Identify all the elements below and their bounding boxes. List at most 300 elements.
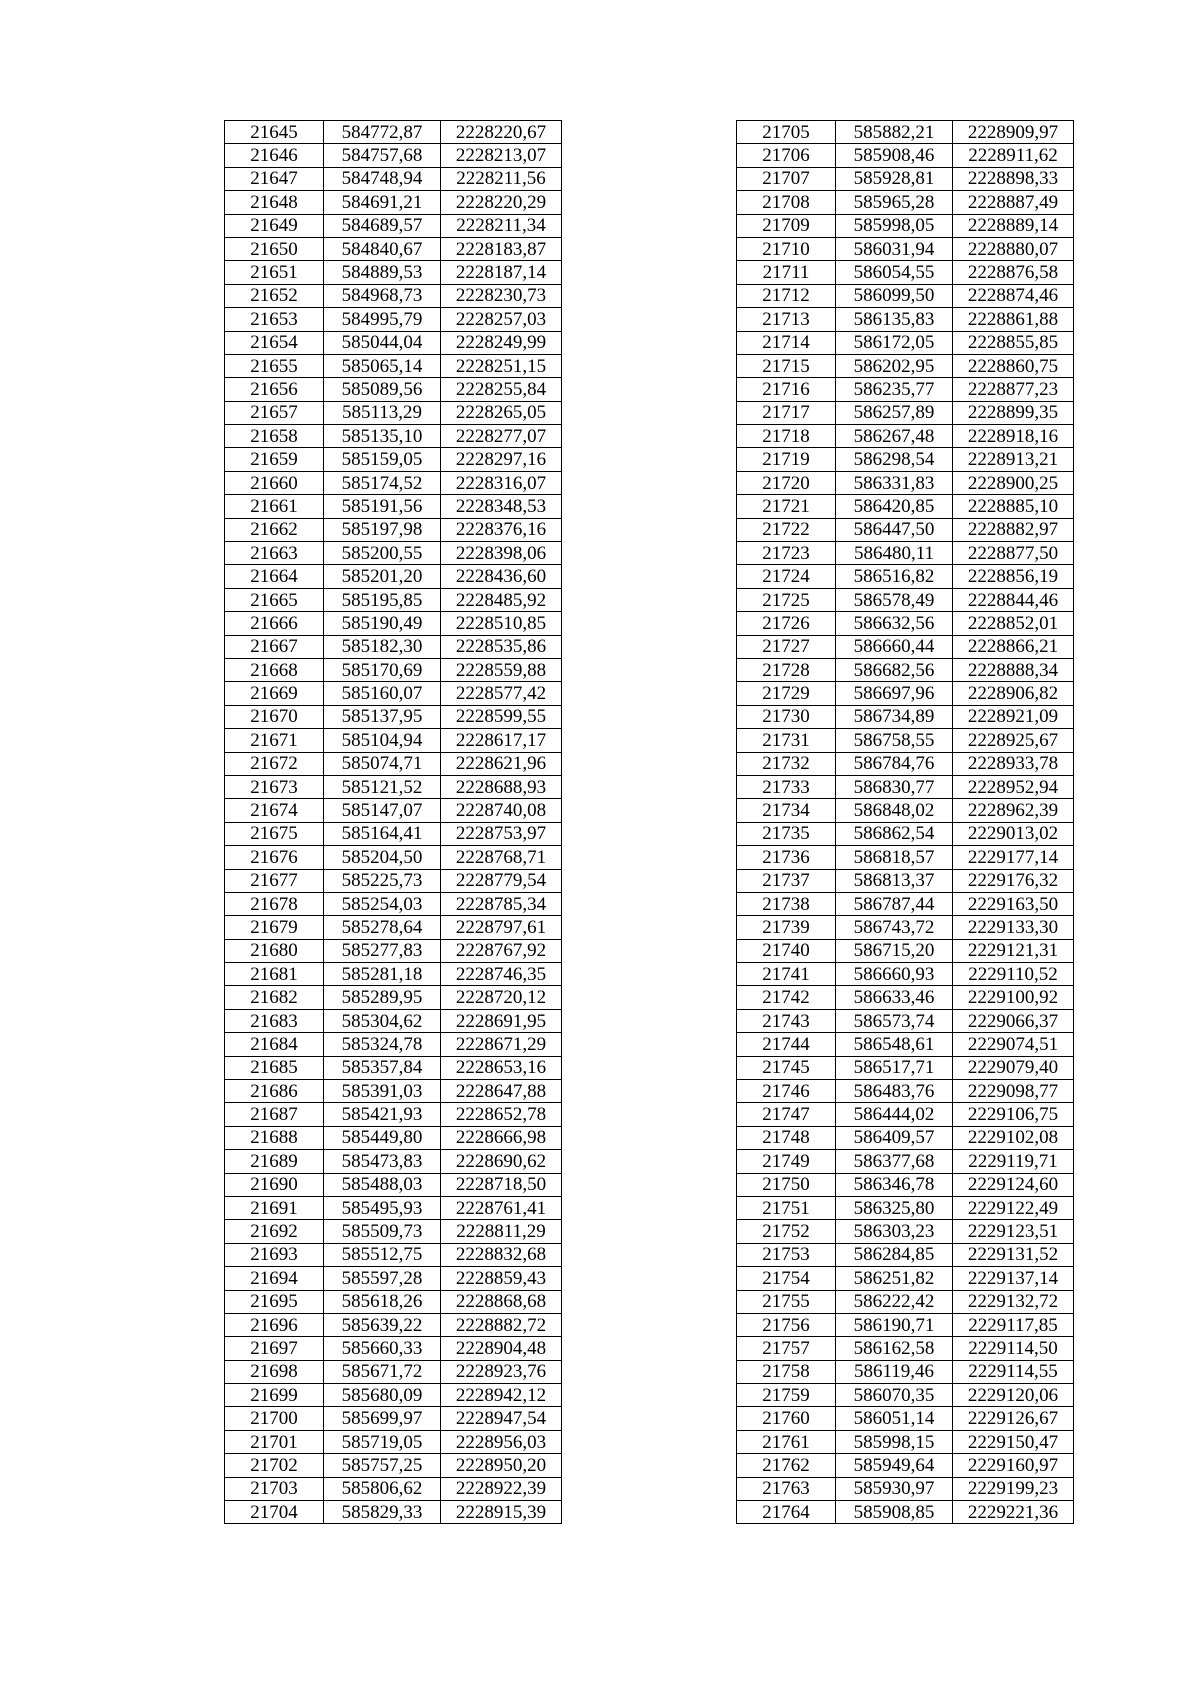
table-row bbox=[737, 799, 1074, 822]
table-row bbox=[737, 1150, 1074, 1173]
y-coordinate-cell: 2228690,62 bbox=[441, 1150, 562, 1173]
y-coordinate-cell: 2228265,05 bbox=[441, 401, 562, 424]
x-coordinate-cell: 585671,72 bbox=[324, 1360, 441, 1383]
y-coordinate-cell: 2229114,50 bbox=[953, 1337, 1074, 1360]
x-coordinate-cell: 585191,56 bbox=[324, 495, 441, 518]
table-row bbox=[225, 1009, 562, 1032]
y-coordinate-cell: 2228852,01 bbox=[953, 612, 1074, 635]
point-number-cell: 21742 bbox=[737, 986, 836, 1009]
y-coordinate-cell: 2228887,49 bbox=[953, 191, 1074, 214]
point-number-cell: 21718 bbox=[737, 425, 836, 448]
point-number-cell: 21707 bbox=[737, 167, 836, 190]
table-row bbox=[737, 963, 1074, 986]
x-coordinate-cell: 584889,53 bbox=[324, 261, 441, 284]
table-row bbox=[737, 237, 1074, 260]
point-number-cell: 21743 bbox=[737, 1009, 836, 1032]
table-row bbox=[737, 471, 1074, 494]
y-coordinate-cell: 2229177,14 bbox=[953, 846, 1074, 869]
table-row bbox=[225, 191, 562, 214]
table-row bbox=[737, 752, 1074, 775]
point-number-cell: 21680 bbox=[225, 939, 324, 962]
x-coordinate-cell: 586697,96 bbox=[836, 682, 953, 705]
point-number-cell: 21658 bbox=[225, 425, 324, 448]
x-coordinate-cell: 585680,09 bbox=[324, 1384, 441, 1407]
y-coordinate-cell: 2228510,85 bbox=[441, 612, 562, 635]
point-number-cell: 21711 bbox=[737, 261, 836, 284]
y-coordinate-cell: 2228559,88 bbox=[441, 658, 562, 681]
point-number-cell: 21657 bbox=[225, 401, 324, 424]
x-coordinate-cell: 585278,64 bbox=[324, 916, 441, 939]
table-row bbox=[737, 612, 1074, 635]
point-number-cell: 21648 bbox=[225, 191, 324, 214]
y-coordinate-cell: 2229013,02 bbox=[953, 822, 1074, 845]
table-row bbox=[737, 425, 1074, 448]
table-row bbox=[737, 542, 1074, 565]
point-number-cell: 21714 bbox=[737, 331, 836, 354]
y-coordinate-cell: 2228779,54 bbox=[441, 869, 562, 892]
y-coordinate-cell: 2228652,78 bbox=[441, 1103, 562, 1126]
x-coordinate-cell: 585164,41 bbox=[324, 822, 441, 845]
point-number-cell: 21690 bbox=[225, 1173, 324, 1196]
x-coordinate-cell: 585512,75 bbox=[324, 1243, 441, 1266]
table-row bbox=[737, 1290, 1074, 1313]
table-row bbox=[225, 1080, 562, 1103]
x-coordinate-cell: 586633,46 bbox=[836, 986, 953, 1009]
table-row bbox=[737, 1196, 1074, 1219]
y-coordinate-cell: 2228899,35 bbox=[953, 401, 1074, 424]
y-coordinate-cell: 2229133,30 bbox=[953, 916, 1074, 939]
x-coordinate-cell: 585201,20 bbox=[324, 565, 441, 588]
x-coordinate-cell: 586222,42 bbox=[836, 1290, 953, 1313]
table-row bbox=[737, 1220, 1074, 1243]
table-row bbox=[737, 846, 1074, 869]
y-coordinate-cell: 2228888,34 bbox=[953, 658, 1074, 681]
table-row bbox=[737, 869, 1074, 892]
table-row bbox=[737, 308, 1074, 331]
table-row bbox=[737, 1501, 1074, 1524]
point-number-cell: 21713 bbox=[737, 308, 836, 331]
x-coordinate-cell: 585357,84 bbox=[324, 1056, 441, 1079]
y-coordinate-cell: 2228251,15 bbox=[441, 354, 562, 377]
x-coordinate-cell: 585998,05 bbox=[836, 214, 953, 237]
y-coordinate-cell: 2228348,53 bbox=[441, 495, 562, 518]
y-coordinate-cell: 2229106,75 bbox=[953, 1103, 1074, 1126]
y-coordinate-cell: 2229124,60 bbox=[953, 1173, 1074, 1196]
point-number-cell: 21763 bbox=[737, 1477, 836, 1500]
table-row bbox=[225, 775, 562, 798]
point-number-cell: 21671 bbox=[225, 729, 324, 752]
table-row bbox=[737, 1454, 1074, 1477]
point-number-cell: 21722 bbox=[737, 518, 836, 541]
y-coordinate-cell: 2228761,41 bbox=[441, 1196, 562, 1219]
y-coordinate-cell: 2228918,16 bbox=[953, 425, 1074, 448]
table-row bbox=[737, 588, 1074, 611]
point-number-cell: 21719 bbox=[737, 448, 836, 471]
y-coordinate-cell: 2228885,10 bbox=[953, 495, 1074, 518]
point-number-cell: 21689 bbox=[225, 1150, 324, 1173]
point-number-cell: 21652 bbox=[225, 284, 324, 307]
point-number-cell: 21747 bbox=[737, 1103, 836, 1126]
y-coordinate-cell: 2228923,76 bbox=[441, 1360, 562, 1383]
y-coordinate-cell: 2228952,94 bbox=[953, 775, 1074, 798]
table-row bbox=[225, 401, 562, 424]
table-row bbox=[225, 237, 562, 260]
point-number-cell: 21739 bbox=[737, 916, 836, 939]
y-coordinate-cell: 2228947,54 bbox=[441, 1407, 562, 1430]
x-coordinate-cell: 586409,57 bbox=[836, 1126, 953, 1149]
table-row bbox=[225, 1243, 562, 1266]
table-row bbox=[225, 518, 562, 541]
table-row bbox=[225, 144, 562, 167]
table-row bbox=[225, 939, 562, 962]
y-coordinate-cell: 2228785,34 bbox=[441, 892, 562, 915]
table-row bbox=[737, 1313, 1074, 1336]
x-coordinate-cell: 585998,15 bbox=[836, 1430, 953, 1453]
x-coordinate-cell: 586420,85 bbox=[836, 495, 953, 518]
y-coordinate-cell: 2229131,52 bbox=[953, 1243, 1074, 1266]
table-row bbox=[225, 846, 562, 869]
table-row bbox=[737, 261, 1074, 284]
point-number-cell: 21664 bbox=[225, 565, 324, 588]
point-number-cell: 21650 bbox=[225, 237, 324, 260]
point-number-cell: 21656 bbox=[225, 378, 324, 401]
x-coordinate-cell: 586787,44 bbox=[836, 892, 953, 915]
x-coordinate-cell: 585065,14 bbox=[324, 354, 441, 377]
table-row bbox=[737, 658, 1074, 681]
point-number-cell: 21724 bbox=[737, 565, 836, 588]
point-number-cell: 21764 bbox=[737, 1501, 836, 1524]
table-row bbox=[225, 822, 562, 845]
table-row bbox=[737, 354, 1074, 377]
point-number-cell: 21727 bbox=[737, 635, 836, 658]
table-row bbox=[225, 892, 562, 915]
point-number-cell: 21750 bbox=[737, 1173, 836, 1196]
x-coordinate-cell: 584772,87 bbox=[324, 121, 441, 144]
table-row bbox=[737, 565, 1074, 588]
point-number-cell: 21749 bbox=[737, 1150, 836, 1173]
table-row bbox=[225, 635, 562, 658]
table-row bbox=[737, 1173, 1074, 1196]
x-coordinate-cell: 586135,83 bbox=[836, 308, 953, 331]
table-row bbox=[737, 1056, 1074, 1079]
y-coordinate-cell: 2228925,67 bbox=[953, 729, 1074, 752]
y-coordinate-cell: 2229121,31 bbox=[953, 939, 1074, 962]
x-coordinate-cell: 584995,79 bbox=[324, 308, 441, 331]
y-coordinate-cell: 2229120,06 bbox=[953, 1384, 1074, 1407]
y-coordinate-cell: 2228621,96 bbox=[441, 752, 562, 775]
table-row bbox=[225, 1407, 562, 1430]
point-number-cell: 21666 bbox=[225, 612, 324, 635]
table-row bbox=[737, 284, 1074, 307]
y-coordinate-cell: 2228485,92 bbox=[441, 588, 562, 611]
point-number-cell: 21710 bbox=[737, 237, 836, 260]
x-coordinate-cell: 586578,49 bbox=[836, 588, 953, 611]
x-coordinate-cell: 585289,95 bbox=[324, 986, 441, 1009]
x-coordinate-cell: 585074,71 bbox=[324, 752, 441, 775]
point-number-cell: 21745 bbox=[737, 1056, 836, 1079]
point-number-cell: 21709 bbox=[737, 214, 836, 237]
table-row bbox=[225, 565, 562, 588]
x-coordinate-cell: 586346,78 bbox=[836, 1173, 953, 1196]
y-coordinate-cell: 2229150,47 bbox=[953, 1430, 1074, 1453]
table-row bbox=[225, 425, 562, 448]
y-coordinate-cell: 2228599,55 bbox=[441, 705, 562, 728]
point-number-cell: 21712 bbox=[737, 284, 836, 307]
y-coordinate-cell: 2228866,21 bbox=[953, 635, 1074, 658]
point-number-cell: 21704 bbox=[225, 1501, 324, 1524]
x-coordinate-cell: 584691,21 bbox=[324, 191, 441, 214]
x-coordinate-cell: 586682,56 bbox=[836, 658, 953, 681]
point-number-cell: 21717 bbox=[737, 401, 836, 424]
point-number-cell: 21681 bbox=[225, 963, 324, 986]
table-row bbox=[737, 495, 1074, 518]
point-number-cell: 21687 bbox=[225, 1103, 324, 1126]
point-number-cell: 21735 bbox=[737, 822, 836, 845]
point-number-cell: 21696 bbox=[225, 1313, 324, 1336]
table-row bbox=[737, 1126, 1074, 1149]
x-coordinate-cell: 586784,76 bbox=[836, 752, 953, 775]
x-coordinate-cell: 586190,71 bbox=[836, 1313, 953, 1336]
point-number-cell: 21645 bbox=[225, 121, 324, 144]
point-number-cell: 21730 bbox=[737, 705, 836, 728]
table-row bbox=[225, 869, 562, 892]
point-number-cell: 21715 bbox=[737, 354, 836, 377]
point-number-cell: 21673 bbox=[225, 775, 324, 798]
point-number-cell: 21708 bbox=[737, 191, 836, 214]
point-number-cell: 21758 bbox=[737, 1360, 836, 1383]
table-row bbox=[737, 144, 1074, 167]
table-row bbox=[737, 191, 1074, 214]
table-row bbox=[225, 354, 562, 377]
x-coordinate-cell: 585277,83 bbox=[324, 939, 441, 962]
table-row bbox=[737, 1267, 1074, 1290]
y-coordinate-cell: 2228856,19 bbox=[953, 565, 1074, 588]
point-number-cell: 21723 bbox=[737, 542, 836, 565]
y-coordinate-cell: 2229074,51 bbox=[953, 1033, 1074, 1056]
point-number-cell: 21752 bbox=[737, 1220, 836, 1243]
x-coordinate-cell: 585949,64 bbox=[836, 1454, 953, 1477]
y-coordinate-cell: 2228922,39 bbox=[441, 1477, 562, 1500]
x-coordinate-cell: 585204,50 bbox=[324, 846, 441, 869]
table-row bbox=[737, 1407, 1074, 1430]
y-coordinate-cell: 2228889,14 bbox=[953, 214, 1074, 237]
point-number-cell: 21697 bbox=[225, 1337, 324, 1360]
y-coordinate-cell: 2229102,08 bbox=[953, 1126, 1074, 1149]
x-coordinate-cell: 585121,52 bbox=[324, 775, 441, 798]
point-number-cell: 21703 bbox=[225, 1477, 324, 1500]
point-number-cell: 21744 bbox=[737, 1033, 836, 1056]
table-row bbox=[737, 939, 1074, 962]
y-coordinate-cell: 2228653,16 bbox=[441, 1056, 562, 1079]
table-row bbox=[737, 916, 1074, 939]
point-number-cell: 21731 bbox=[737, 729, 836, 752]
table-row bbox=[737, 121, 1074, 144]
x-coordinate-cell: 586267,48 bbox=[836, 425, 953, 448]
x-coordinate-cell: 584748,94 bbox=[324, 167, 441, 190]
x-coordinate-cell: 585618,26 bbox=[324, 1290, 441, 1313]
point-number-cell: 21646 bbox=[225, 144, 324, 167]
y-coordinate-cell: 2228962,39 bbox=[953, 799, 1074, 822]
x-coordinate-cell: 585757,25 bbox=[324, 1454, 441, 1477]
x-coordinate-cell: 585254,03 bbox=[324, 892, 441, 915]
table-row bbox=[225, 1501, 562, 1524]
point-number-cell: 21753 bbox=[737, 1243, 836, 1266]
x-coordinate-cell: 586447,50 bbox=[836, 518, 953, 541]
y-coordinate-cell: 2228187,14 bbox=[441, 261, 562, 284]
point-number-cell: 21761 bbox=[737, 1430, 836, 1453]
point-number-cell: 21651 bbox=[225, 261, 324, 284]
table-row bbox=[737, 1033, 1074, 1056]
y-coordinate-cell: 2229079,40 bbox=[953, 1056, 1074, 1079]
x-coordinate-cell: 586848,02 bbox=[836, 799, 953, 822]
y-coordinate-cell: 2228942,12 bbox=[441, 1384, 562, 1407]
table-row bbox=[225, 916, 562, 939]
y-coordinate-cell: 2229160,97 bbox=[953, 1454, 1074, 1477]
y-coordinate-cell: 2228398,06 bbox=[441, 542, 562, 565]
x-coordinate-cell: 586054,55 bbox=[836, 261, 953, 284]
y-coordinate-cell: 2229123,51 bbox=[953, 1220, 1074, 1243]
table-row bbox=[225, 1196, 562, 1219]
point-number-cell: 21741 bbox=[737, 963, 836, 986]
table-row bbox=[737, 378, 1074, 401]
y-coordinate-cell: 2228859,43 bbox=[441, 1267, 562, 1290]
table-row bbox=[225, 1103, 562, 1126]
y-coordinate-cell: 2229114,55 bbox=[953, 1360, 1074, 1383]
x-coordinate-cell: 586331,83 bbox=[836, 471, 953, 494]
y-coordinate-cell: 2228860,75 bbox=[953, 354, 1074, 377]
y-coordinate-cell: 2228718,50 bbox=[441, 1173, 562, 1196]
point-number-cell: 21679 bbox=[225, 916, 324, 939]
x-coordinate-cell: 585449,80 bbox=[324, 1126, 441, 1149]
point-number-cell: 21729 bbox=[737, 682, 836, 705]
x-coordinate-cell: 585200,55 bbox=[324, 542, 441, 565]
y-coordinate-cell: 2228882,97 bbox=[953, 518, 1074, 541]
x-coordinate-cell: 586818,57 bbox=[836, 846, 953, 869]
x-coordinate-cell: 585137,95 bbox=[324, 705, 441, 728]
y-coordinate-cell: 2228768,71 bbox=[441, 846, 562, 869]
x-coordinate-cell: 584968,73 bbox=[324, 284, 441, 307]
point-number-cell: 21695 bbox=[225, 1290, 324, 1313]
y-coordinate-cell: 2229132,72 bbox=[953, 1290, 1074, 1313]
y-coordinate-cell: 2229126,67 bbox=[953, 1407, 1074, 1430]
coordinates-table-body bbox=[737, 121, 1074, 1524]
x-coordinate-cell: 586632,56 bbox=[836, 612, 953, 635]
x-coordinate-cell: 585160,07 bbox=[324, 682, 441, 705]
point-number-cell: 21700 bbox=[225, 1407, 324, 1430]
y-coordinate-cell: 2228877,50 bbox=[953, 542, 1074, 565]
y-coordinate-cell: 2228376,16 bbox=[441, 518, 562, 541]
point-number-cell: 21691 bbox=[225, 1196, 324, 1219]
point-number-cell: 21736 bbox=[737, 846, 836, 869]
x-coordinate-cell: 586251,82 bbox=[836, 1267, 953, 1290]
x-coordinate-cell: 585135,10 bbox=[324, 425, 441, 448]
point-number-cell: 21705 bbox=[737, 121, 836, 144]
x-coordinate-cell: 585174,52 bbox=[324, 471, 441, 494]
point-number-cell: 21762 bbox=[737, 1454, 836, 1477]
table-row bbox=[225, 167, 562, 190]
table-row bbox=[737, 1360, 1074, 1383]
y-coordinate-cell: 2229163,50 bbox=[953, 892, 1074, 915]
x-coordinate-cell: 586517,71 bbox=[836, 1056, 953, 1079]
point-number-cell: 21661 bbox=[225, 495, 324, 518]
y-coordinate-cell: 2228249,99 bbox=[441, 331, 562, 354]
y-coordinate-cell: 2228844,46 bbox=[953, 588, 1074, 611]
y-coordinate-cell: 2228900,25 bbox=[953, 471, 1074, 494]
point-number-cell: 21677 bbox=[225, 869, 324, 892]
point-number-cell: 21720 bbox=[737, 471, 836, 494]
y-coordinate-cell: 2228898,33 bbox=[953, 167, 1074, 190]
y-coordinate-cell: 2228577,42 bbox=[441, 682, 562, 705]
x-coordinate-cell: 585281,18 bbox=[324, 963, 441, 986]
y-coordinate-cell: 2228535,86 bbox=[441, 635, 562, 658]
x-coordinate-cell: 586660,44 bbox=[836, 635, 953, 658]
y-coordinate-cell: 2228436,60 bbox=[441, 565, 562, 588]
table-row bbox=[737, 1103, 1074, 1126]
y-coordinate-cell: 2228213,07 bbox=[441, 144, 562, 167]
point-number-cell: 21663 bbox=[225, 542, 324, 565]
table-row bbox=[225, 542, 562, 565]
table-row bbox=[225, 986, 562, 1009]
point-number-cell: 21669 bbox=[225, 682, 324, 705]
y-coordinate-cell: 2228297,16 bbox=[441, 448, 562, 471]
x-coordinate-cell: 586743,72 bbox=[836, 916, 953, 939]
table-row bbox=[225, 1290, 562, 1313]
x-coordinate-cell: 586480,11 bbox=[836, 542, 953, 565]
table-row bbox=[737, 1243, 1074, 1266]
y-coordinate-cell: 2228316,07 bbox=[441, 471, 562, 494]
table-row bbox=[225, 284, 562, 307]
table-row bbox=[737, 1477, 1074, 1500]
x-coordinate-cell: 585421,93 bbox=[324, 1103, 441, 1126]
x-coordinate-cell: 586202,95 bbox=[836, 354, 953, 377]
x-coordinate-cell: 585190,49 bbox=[324, 612, 441, 635]
x-coordinate-cell: 586758,55 bbox=[836, 729, 953, 752]
x-coordinate-cell: 586235,77 bbox=[836, 378, 953, 401]
point-number-cell: 21676 bbox=[225, 846, 324, 869]
y-coordinate-cell: 2228861,88 bbox=[953, 308, 1074, 331]
point-number-cell: 21682 bbox=[225, 986, 324, 1009]
y-coordinate-cell: 2228868,68 bbox=[441, 1290, 562, 1313]
x-coordinate-cell: 586377,68 bbox=[836, 1150, 953, 1173]
point-number-cell: 21686 bbox=[225, 1080, 324, 1103]
table-row bbox=[225, 471, 562, 494]
table-row bbox=[225, 1384, 562, 1407]
table-row bbox=[225, 1430, 562, 1453]
y-coordinate-cell: 2228666,98 bbox=[441, 1126, 562, 1149]
y-coordinate-cell: 2228909,97 bbox=[953, 121, 1074, 144]
table-row bbox=[737, 1430, 1074, 1453]
x-coordinate-cell: 585044,04 bbox=[324, 331, 441, 354]
point-number-cell: 21706 bbox=[737, 144, 836, 167]
x-coordinate-cell: 586284,85 bbox=[836, 1243, 953, 1266]
table-row bbox=[225, 1360, 562, 1383]
x-coordinate-cell: 586573,74 bbox=[836, 1009, 953, 1032]
y-coordinate-cell: 2229098,77 bbox=[953, 1080, 1074, 1103]
point-number-cell: 21647 bbox=[225, 167, 324, 190]
point-number-cell: 21733 bbox=[737, 775, 836, 798]
x-coordinate-cell: 586862,54 bbox=[836, 822, 953, 845]
y-coordinate-cell: 2229176,32 bbox=[953, 869, 1074, 892]
point-number-cell: 21684 bbox=[225, 1033, 324, 1056]
point-number-cell: 21721 bbox=[737, 495, 836, 518]
table-row bbox=[737, 986, 1074, 1009]
point-number-cell: 21678 bbox=[225, 892, 324, 915]
y-coordinate-cell: 2229221,36 bbox=[953, 1501, 1074, 1524]
point-number-cell: 21694 bbox=[225, 1267, 324, 1290]
x-coordinate-cell: 586162,58 bbox=[836, 1337, 953, 1360]
table-row bbox=[225, 799, 562, 822]
y-coordinate-cell: 2228767,92 bbox=[441, 939, 562, 962]
